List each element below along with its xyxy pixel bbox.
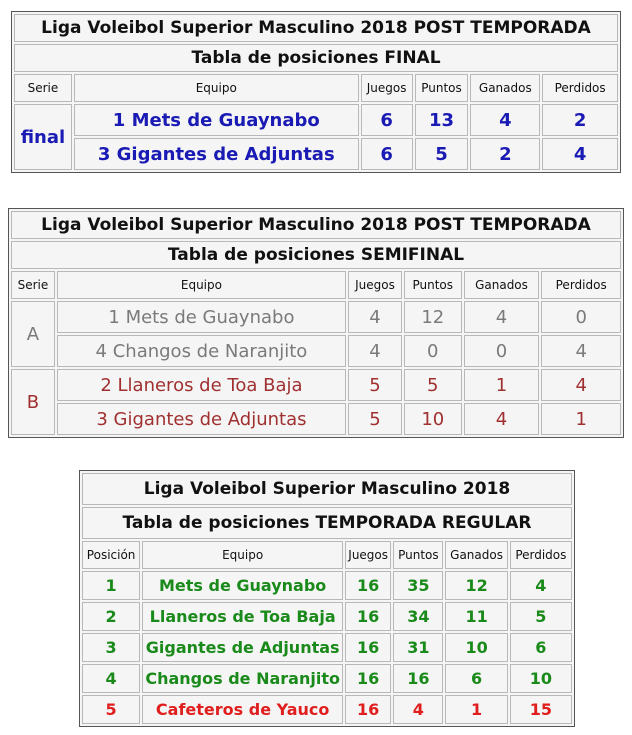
team-link[interactable]: Gigantes de Adjuntas [142,633,343,662]
header-juegos: Juegos [348,271,402,299]
juegos-cell: 5 [348,369,402,401]
juegos-cell: 16 [345,633,391,662]
team-link[interactable]: 3 Gigantes de Adjuntas [74,138,359,170]
header-puntos: Puntos [415,74,469,102]
team-link[interactable]: 1 Mets de Guaynabo [74,104,359,136]
header-perdidos: Perdidos [542,74,618,102]
ganados-cell: 1 [445,695,507,724]
header-juegos: Juegos [345,541,391,569]
puntos-cell: 5 [404,369,462,401]
regular-table-title: Liga Voleibol Superior Masculino 2018 [82,473,572,505]
ganados-cell: 1 [464,369,540,401]
perdidos-cell: 0 [541,301,621,333]
team-name: 1 Mets de Guaynabo [57,301,346,333]
table-row [14,138,618,170]
juegos-cell: 16 [345,695,391,724]
juegos-cell: 6 [361,104,413,136]
header-serie: Serie [11,271,55,299]
header-ganados: Ganados [464,271,540,299]
header-ganados: Ganados [470,74,540,102]
ganados-cell: 4 [470,104,540,136]
ganados-cell: 11 [445,602,507,631]
header-juegos: Juegos [361,74,413,102]
header-puntos: Puntos [393,541,443,569]
juegos-cell: 16 [345,664,391,693]
team-name: 3 Gigantes de Adjuntas [57,403,346,435]
team-link[interactable]: Cafeteros de Yauco [142,695,343,724]
header-posicion: Posición [82,541,140,569]
semifinal-standings-table [8,208,624,438]
table-row [82,695,572,724]
table-row [82,664,572,693]
posicion-cell: 2 [82,602,140,631]
posicion-cell: 1 [82,571,140,600]
perdidos-cell: 4 [541,335,621,367]
perdidos-cell: 10 [510,664,572,693]
ganados-cell: 6 [445,664,507,693]
perdidos-cell: 2 [542,104,618,136]
perdidos-cell: 5 [510,602,572,631]
final-table-subtitle: Tabla de posiciones FINAL [14,44,618,72]
team-name: 4 Changos de Naranjito [57,335,346,367]
final-standings-table [11,11,621,173]
puntos-cell: 31 [393,633,443,662]
perdidos-cell: 4 [541,369,621,401]
juegos-cell: 16 [345,602,391,631]
perdidos-cell: 6 [510,633,572,662]
puntos-cell: 16 [393,664,443,693]
table-row [11,335,621,367]
header-equipo: Equipo [57,271,346,299]
puntos-cell: 10 [404,403,462,435]
ganados-cell: 0 [464,335,540,367]
puntos-cell: 0 [404,335,462,367]
table-row [11,403,621,435]
ganados-cell: 12 [445,571,507,600]
semifinal-table-title: Liga Voleibol Superior Masculino 2018 POST TEMPORADA [11,211,621,239]
ganados-cell: 4 [464,403,540,435]
ganados-cell: 4 [464,301,540,333]
team-link[interactable]: Changos de Naranjito [142,664,343,693]
table-row [11,369,621,401]
ganados-cell: 2 [470,138,540,170]
table-row [11,301,621,333]
puntos-cell: 35 [393,571,443,600]
posicion-cell: 4 [82,664,140,693]
juegos-cell: 6 [361,138,413,170]
header-puntos: Puntos [404,271,462,299]
table-row [14,104,618,136]
ganados-cell: 10 [445,633,507,662]
table-row [82,602,572,631]
puntos-cell: 34 [393,602,443,631]
serie-label: B [11,369,55,435]
header-ganados: Ganados [445,541,507,569]
juegos-cell: 4 [348,301,402,333]
header-equipo: Equipo [74,74,359,102]
serie-label: A [11,301,55,367]
posicion-cell: 5 [82,695,140,724]
regular-season-standings-table [79,470,575,727]
perdidos-cell: 4 [542,138,618,170]
juegos-cell: 4 [348,335,402,367]
table-row [82,633,572,662]
semifinal-table-subtitle: Tabla de posiciones SEMIFINAL [11,241,621,269]
team-link[interactable]: Mets de Guaynabo [142,571,343,600]
team-name: 2 Llaneros de Toa Baja [57,369,346,401]
posicion-cell: 3 [82,633,140,662]
perdidos-cell: 4 [510,571,572,600]
header-perdidos: Perdidos [541,271,621,299]
header-perdidos: Perdidos [510,541,572,569]
puntos-cell: 5 [415,138,469,170]
puntos-cell: 13 [415,104,469,136]
puntos-cell: 4 [393,695,443,724]
header-equipo: Equipo [142,541,343,569]
table-row [82,571,572,600]
perdidos-cell: 15 [510,695,572,724]
perdidos-cell: 1 [541,403,621,435]
puntos-cell: 12 [404,301,462,333]
header-serie: Serie [14,74,72,102]
regular-table-subtitle: Tabla de posiciones TEMPORADA REGULAR [82,507,572,539]
juegos-cell: 16 [345,571,391,600]
serie-label: final [14,104,72,170]
juegos-cell: 5 [348,403,402,435]
final-table-title: Liga Voleibol Superior Masculino 2018 POST TEMPORADA [14,14,618,42]
team-link[interactable]: Llaneros de Toa Baja [142,602,343,631]
